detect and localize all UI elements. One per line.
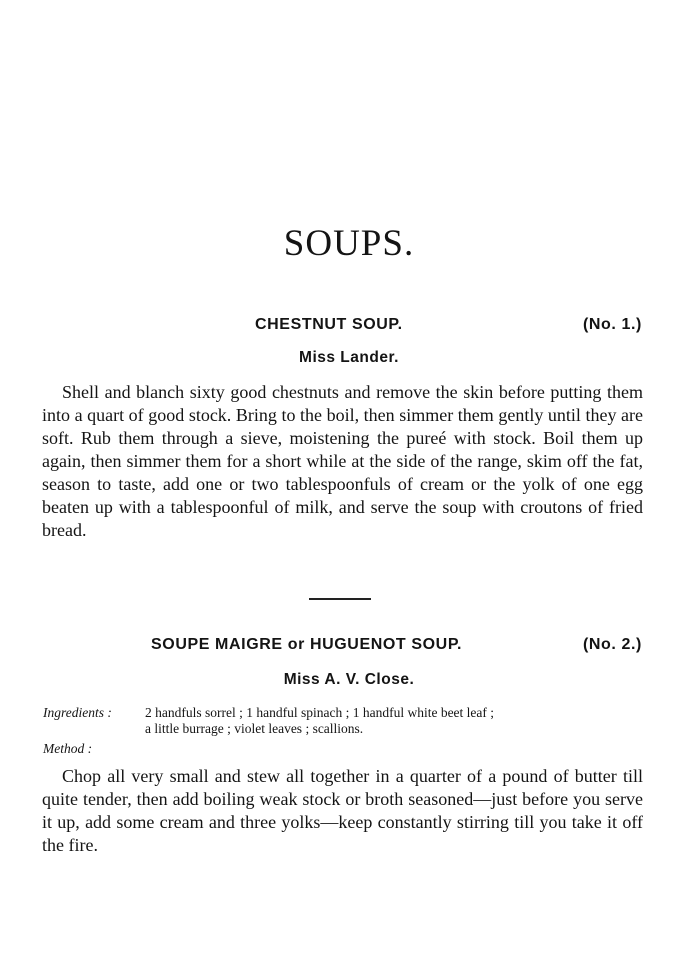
recipe-1-header (0, 316, 698, 340)
recipe-1-text: Shell and blanch sixty good chestnuts and remove the skin before putting them into a quart of good stock. Bring to the boil, then simmer them gently until they are soft. Rub them through a sieve, moistening the pureé with stock. Boil them up again, then simmer them for a short while at the side of the range, skim off the fat, season to taste, add one or two tablespoonfuls of cream or the yolk of one egg beaten up with a tablespoonful of milk, and serve the soup with croutons of fried bread. (42, 382, 643, 540)
ingredients-label: Ingredients : (43, 705, 112, 720)
method-label: Method : (43, 741, 93, 756)
recipe-1-author: Miss Lander. (299, 349, 399, 366)
ingredients-list (145, 705, 665, 737)
recipe-1-number: (No. 1.) (582, 316, 642, 333)
recipe-1-title: CHESTNUT SOUP. (255, 316, 403, 333)
ingredients-line: 2 handfuls sorrel ; 1 handful spinach ; 1 handful white beet leaf ; (145, 705, 495, 720)
recipe-2-header (0, 636, 698, 660)
recipe-2-number: (No. 2.) (582, 636, 642, 653)
recipe-2-title: SOUPE MAIGRE or HUGUENOT SOUP. (151, 636, 463, 653)
recipe-2-text: Chop all very small and stew all together in a quarter of a pound of butter till quite tender, then add boiling weak stock or broth seasoned—just before you serve it up, add some cream and three yolks—keep constantly stirring till you take it off the fire. (42, 766, 643, 855)
recipe-2-author: Miss A. V. Close. (283, 671, 415, 688)
ingredients-line: a little burrage ; violet leaves ; scallions. (145, 721, 364, 736)
page-title: SOUPS. (283, 223, 415, 264)
section-divider (309, 598, 371, 600)
